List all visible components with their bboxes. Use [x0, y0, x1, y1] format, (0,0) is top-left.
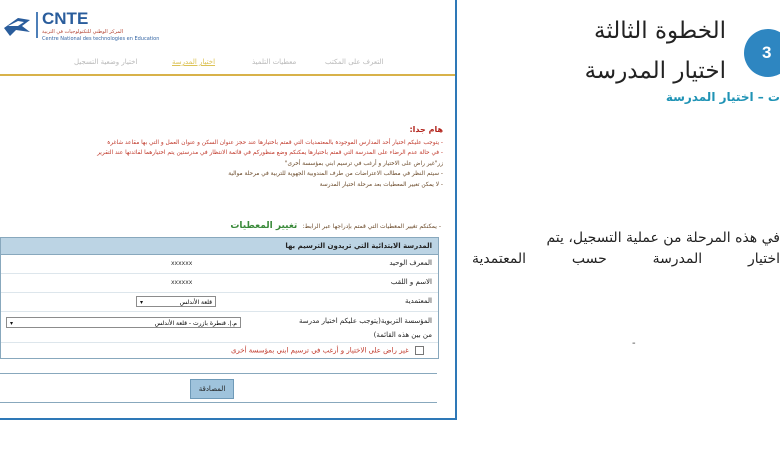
school-selected: م.إ. قنطرة بازرت - قلعة الأندلس [154, 320, 237, 327]
row-school [1, 312, 438, 343]
note-line-3: زر"غير راض على الاختيار و أرغب في ترسيم ابني بمؤسسة أخرى" [284, 160, 443, 167]
tabs-underline [0, 74, 455, 76]
id-value: xxxxxx [171, 260, 193, 267]
cnte-logo-icon [2, 10, 32, 40]
submit-bar [0, 373, 437, 403]
note-line-4: - سيتم النظر في مطالب الاعتراضات من طرف المندوبية الجهوية للتربية في مرحلة موالية [228, 171, 443, 178]
change-data-line [230, 213, 441, 232]
school-form [0, 237, 439, 359]
description-line-2: اختيار المدرسة حسب المعتمدية [472, 251, 780, 267]
note-line-2: - في حالة عدم الرضاء على المدرسة التي قمتم باختيارها يمكنكم وضع منظوركم في قائمة الانتظار في مدرستين يتم اختيارهما لفائدتها عند التقرير [97, 150, 443, 157]
row-delegation [1, 293, 438, 312]
tab-step-4[interactable]: اختيار وضعية التسجيل [74, 58, 138, 66]
logo-subtitle-fr: Centre National des technologies en Education [42, 36, 160, 42]
logo-subtitle-ar: المركز الوطني للتكنولوجيات في التربية [42, 29, 124, 35]
name-label: الاسم و اللقب [390, 278, 432, 286]
school-select[interactable] [6, 317, 241, 328]
tab-step-3[interactable]: اختيار المدرسة [172, 58, 216, 66]
tab-step-2[interactable]: معطيات التلميذ [252, 58, 297, 66]
form-header: المدرسة الابتدائية التي تريدون الترسيم بها [1, 238, 438, 255]
row-checkbox [1, 343, 438, 358]
delegation-selected: قلعة الأندلس [179, 299, 212, 306]
section-heading: ت – اختيار المدرسة [665, 90, 780, 104]
reject-choice [231, 346, 424, 355]
step-number-badge: 3 [744, 29, 780, 77]
delegation-select[interactable] [136, 296, 216, 307]
note-line-5: - لا يمكن تغيير المعطيات بعد مرحلة اختيار المدرسة [319, 181, 443, 188]
description-line-1: في هذه المرحلة من عملية التسجيل، يتم [546, 230, 780, 246]
step-subtitle: اختيار المدرسة [584, 58, 726, 84]
row-name [1, 274, 438, 293]
logo-name: CNTE [42, 9, 89, 28]
chevron-down-icon: ▾ [140, 299, 144, 306]
reject-checkbox-label: غير راض على الاختيار و أرغب في ترسيم ابني بمؤسسة أخرى [230, 346, 409, 355]
important-notes [0, 125, 443, 190]
submit-button[interactable]: المصادقة [190, 379, 234, 399]
logo-divider [36, 12, 38, 38]
reject-checkbox[interactable] [415, 346, 424, 355]
change-data-link[interactable]: تغيير المعطيات [230, 221, 298, 231]
bullet-dash: - [632, 338, 636, 349]
step-title: الخطوة الثالثة [594, 18, 726, 44]
delegation-label: المعتمدية [404, 297, 432, 305]
notes-title: هام جدا: [409, 125, 443, 134]
row-id [1, 255, 438, 274]
school-label: المؤسسة التربوية(يتوجب عليكم اختيار مدرسة من بين هذه القائمة) [299, 317, 432, 339]
id-label: المعرف الوحيد [389, 259, 432, 267]
logo-bar [0, 0, 455, 50]
change-data-lead: - يمكنكم تغيير المعطيات التي قمتم بإدراجها عبر الرابط: [302, 223, 441, 230]
tab-step-1[interactable]: التعرف على المكتب [325, 58, 384, 66]
note-line-1: - يتوجب عليكم اختيار أحد المدارس الموجودة بالمعتمديات التي قمتم باختيارها عند حجز عنوان السكن و عنوان العمل و التي بها مقاعد شاغرة [107, 140, 443, 146]
step-tabs [0, 58, 455, 72]
name-value: xxxxxx [171, 279, 193, 286]
chevron-down-icon: ▾ [10, 320, 14, 327]
